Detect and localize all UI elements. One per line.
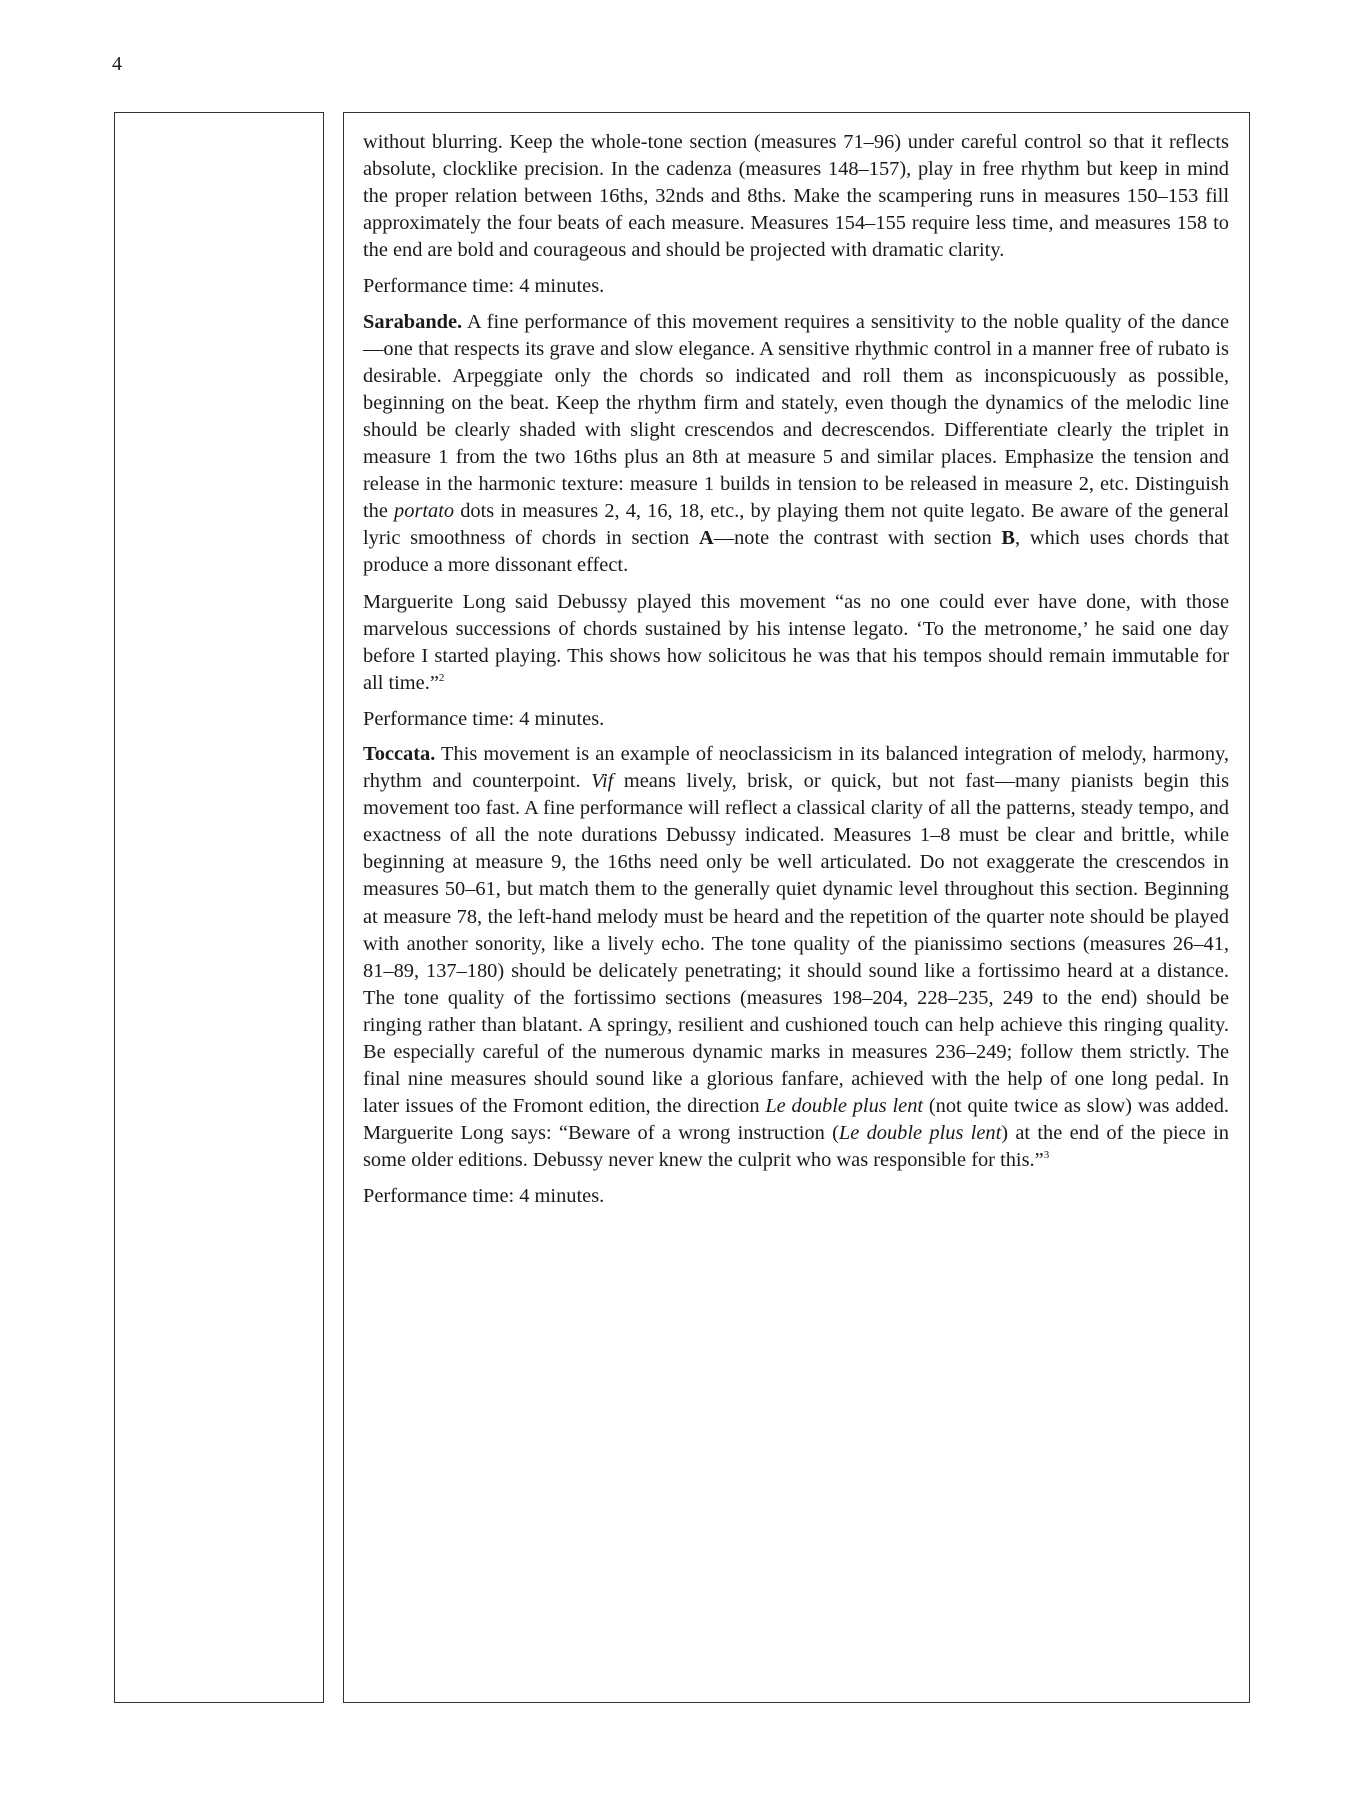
- toccata-text: ) at the end of the piece in some older editions. Debussy never knew the culprit who was responsible for this.”: [363, 1122, 1229, 1172]
- section-a-label: A: [698, 527, 714, 550]
- paragraph-long-quote: [363, 589, 1229, 697]
- performance-time: Performance time: 4 minutes.: [363, 1185, 605, 1208]
- margin-box: [114, 112, 324, 1703]
- sarabande-text: dots in measures 2, 4, 16, 18, etc., by playing them not quite legato. Be aware of the general lyric smoothness of chords in section: [363, 500, 1229, 550]
- performance-time: Performance time: 4 minutes.: [363, 275, 605, 298]
- text-box: [343, 112, 1250, 1703]
- sarabande-text: , which uses chords that produce a more dissonant effect.: [363, 527, 1230, 577]
- footnote-marker-3: 3: [1043, 1149, 1050, 1162]
- toccata-text: This movement is an example of neoclassicism in its balanced integration of melody, harmony, rhythm and counterpoint.: [363, 742, 1229, 793]
- direction-term: Le double plus lent: [838, 1122, 1002, 1145]
- sarabande-text: —note the contrast with section: [713, 527, 1002, 550]
- vif-term: Vif: [591, 770, 614, 793]
- portato-term: portato: [394, 500, 455, 523]
- performance-time: Performance time: 4 minutes.: [363, 707, 605, 730]
- toccata-text: (not quite twice as slow) was added. Marguerite Long says: “Beware of a wrong instruction (: [363, 1095, 1229, 1145]
- toccata-heading: Toccata.: [363, 742, 436, 765]
- paragraph-continuation: without blurring. Keep the whole-tone section (measures 71–96) under careful control so that it reflects absolute, clocklike precision. In the cadenza (measures 148–157), play in free rhythm but keep in mind the proper relation between 16ths, 32nds and 8ths. Make the scampering runs in measures 150–153 fill approximately the four beats of each measure. Measures 154–155 require less time, and measures 158 to the end are bold and courageous and should be projected with dramatic clarity.: [363, 131, 1229, 262]
- long-quote-text: Marguerite Long said Debussy played this movement “as no one could ever have done, with those marvelous successions of chords sustained by his intense legato. ‘To the metronome,’ he said one day before I started playing. This shows how solicitous he was that his tempos should remain immutable for all time.”: [363, 590, 1229, 694]
- section-b-label: B: [1001, 527, 1016, 550]
- footnote-marker-2: 2: [438, 671, 445, 684]
- sarabande-text: A fine performance of this movement requires a sensitivity to the noble quality of the dance—one that respects its grave and slow elegance. A sensitive rhythmic control in a manner free of rubato is desirable. Arpeggiate only the chords so indicated and roll them as inconspicuously as possible, beginning on the beat. Keep the rhythm firm and stately, even though the dynamics of the melodic line should be clearly shaded with slight crescendos and decrescendos. Differentiate clearly the triplet in measure 1 from the two 16ths plus an 8th at measure 5 and similar places. Emphasize the tension and release in the harmonic texture: measure 1 builds in tension to be released in measure 2, etc. Distinguish the: [363, 310, 1229, 523]
- toccata-text: means lively, brisk, or quick, but not fast—many pianists begin this movement too fast. A fine performance will reflect a classical clarity of all the patterns, steady tempo, and exactness of all the note durations Debussy indicated. Measures 1–8 must be clear and brittle, while beginning at measure 9, the 16ths need only be well articulated. Do not exaggerate the crescendos in measures 50–61, but match them to the generally quiet dynamic level throughout this section. Beginning at measure 78, the left-hand melody must be heard and the repetition of the quarter note should be played with another sonority, like a lively echo. The tone quality of the pianissimo sections (measures 26–41, 81–89, 137–180) should be delicately penetrating; it should sound like a fortissimo heard at a distance. The tone quality of the fortissimo sections (measures 198–204, 228–235, 249 to the end) should be ringing rather than blatant. A springy, resilient and cushioned touch can help achieve this ringing quality. Be especially careful of the numerous dynamic marks in measures 236–249; follow them strictly. The final nine measures should sound like a glorious fanfare, achieved with the help of one long pedal. In later issues of the Fromont edition, the direction: [363, 770, 1230, 1118]
- page-number: 4: [112, 53, 122, 75]
- paragraph-sarabande: [363, 309, 1229, 580]
- direction-term: Le double plus lent: [765, 1095, 924, 1118]
- sarabande-heading: Sarabande.: [363, 310, 463, 333]
- paragraph-toccata: [363, 741, 1229, 1175]
